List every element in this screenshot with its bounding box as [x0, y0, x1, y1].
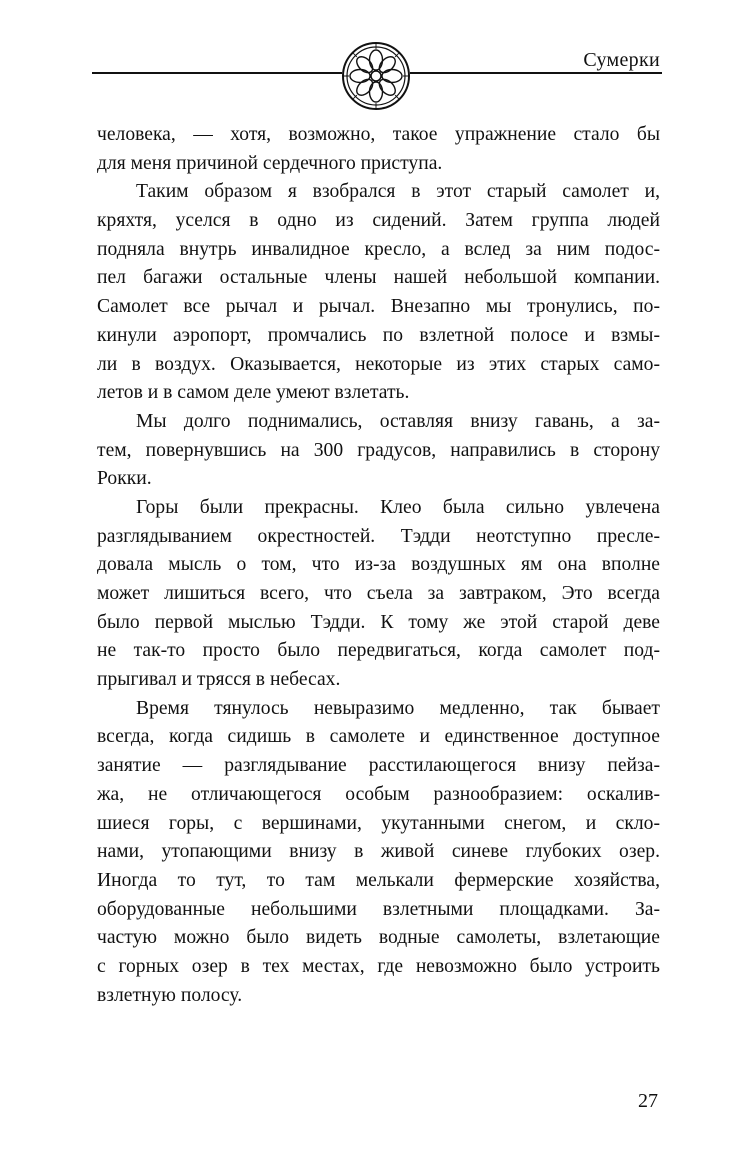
- text-line: было первой мыслью Тэдди. К тому же этой старой деве: [97, 611, 660, 633]
- text-line: Таким образом я взобрался в этот старый самолет и,: [136, 181, 660, 203]
- text-line: может лишиться всего, что съела за завтраком, Это всегда: [97, 583, 660, 604]
- rosette-ornament-icon: [340, 40, 412, 112]
- text-line: оборудованные небольшими взлетными площадками. За-: [97, 898, 660, 920]
- text-line: Горы были прекрасны. Клео была сильно увлечена: [136, 496, 660, 518]
- text-line: жа, не отличающегося особым разнообразием: оскалив-: [97, 783, 660, 805]
- text-line: человека, — хотя, возможно, такое упражнение стало бы: [97, 124, 660, 145]
- text-line: Время тянулось невыразимо медленно, так бывает: [136, 697, 660, 719]
- text-line: не так-то просто было передвигаться, когда самолет под-: [97, 640, 660, 662]
- text-line: Самолет все рычал и рычал. Внезапно мы тронулись, по-: [97, 296, 660, 318]
- running-title: Сумерки: [579, 49, 660, 71]
- text-line: пел багажи остальные члены нашей небольшой компании.: [97, 267, 660, 289]
- header-rule-right: [410, 72, 662, 74]
- text-line: ли в воздух. Оказывается, некоторые из этих старых само-: [97, 353, 660, 375]
- text-line: нами, утопающими внизу в живой синеве глубоких озер.: [97, 841, 660, 863]
- text-line: всегда, когда сидишь в самолете и единственное доступное: [97, 726, 660, 748]
- text-line: частую можно было видеть водные самолеты, взлетающие: [97, 927, 660, 949]
- text-line: кряхтя, уселся в одно из сидений. Затем группа людей: [97, 210, 660, 232]
- text-line: взлетную полосу.: [97, 984, 243, 1006]
- text-line: подняла внутрь инвалидное кресло, а вслед за ним подос-: [97, 238, 660, 260]
- text-line: тем, повернувшись на 300 градусов, направились в сторону: [97, 439, 660, 461]
- text-line: для меня причиной сердечного приступа.: [97, 152, 443, 174]
- text-line: с горных озер в тех местах, где невозможно было устроить: [97, 955, 660, 977]
- page-number: 27: [638, 1090, 658, 1112]
- text-line: занятие — разглядывание расстилающегося внизу пейза-: [97, 755, 660, 777]
- text-line: разглядыванием окрестностей. Тэдди неотступно пресле-: [97, 525, 660, 547]
- text-line: шиеся горы, с вершинами, укутанными снегом, и скло-: [97, 812, 660, 834]
- text-line: кинули аэропорт, промчались по взлетной полосе и взмы-: [97, 324, 660, 346]
- text-line: Иногда то тут, то там мелькали фермерские хозяйства,: [97, 869, 660, 891]
- text-line: летов и в самом деле умеют взлетать.: [97, 382, 410, 404]
- text-line: прыгивал и трясся в небесах.: [97, 669, 341, 691]
- text-line: довала мысль о том, что из-за воздушных ям она вполне: [97, 554, 660, 576]
- text-line: Мы долго поднимались, оставляя внизу гавань, а за-: [136, 410, 660, 432]
- text-line: Рокки.: [97, 468, 152, 490]
- header-rule-left: [92, 72, 342, 74]
- page-body-text: [97, 121, 660, 1010]
